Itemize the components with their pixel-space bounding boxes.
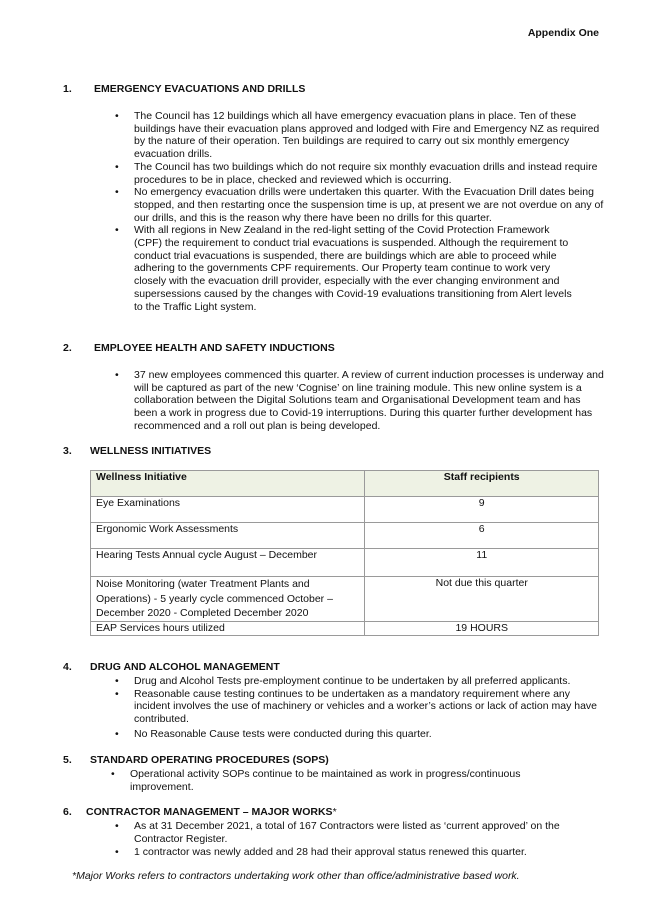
table-row bbox=[91, 577, 599, 622]
section-number: 2. bbox=[63, 342, 72, 354]
table-cell: Not due this quarter bbox=[365, 577, 599, 622]
bullet-list bbox=[134, 110, 606, 313]
list-item: • No emergency evacuation drills were undertaken this quarter. With the Evacuation Drill dates being stopped, and then restarting once the suspension time is up, at present we are not overdue on any of our drills, and this is the reason why there have been no drills for this quarter. bbox=[134, 186, 606, 224]
section-heading bbox=[0, 445, 645, 459]
section-contractor-management bbox=[0, 806, 645, 859]
section-number: 5. bbox=[63, 754, 72, 766]
section-wellness-initiatives bbox=[0, 445, 645, 459]
appendix-label: Appendix One bbox=[527, 27, 599, 39]
table-row bbox=[91, 523, 599, 549]
list-item: • Drug and Alcohol Tests pre-employment continue to be undertaken by all preferred applicants. bbox=[134, 675, 604, 688]
section-emergency-evacuations bbox=[0, 83, 645, 313]
section-number: 1. bbox=[63, 83, 72, 95]
list-item: • Operational activity SOPs continue to be maintained as work in progress/continuous improvement. bbox=[130, 768, 560, 793]
list-item: • No Reasonable Cause tests were conducted during this quarter. bbox=[134, 728, 604, 741]
section-number: 3. bbox=[63, 445, 72, 457]
table-cell: Noise Monitoring (water Treatment Plants and Operations) - 5 yearly cycle commenced October – December 2020 - Completed December 2020 bbox=[91, 577, 365, 622]
bullet-list bbox=[134, 369, 606, 433]
section-number: 4. bbox=[63, 661, 72, 673]
list-item: • The Council has two buildings which do not require six monthly evacuation drills and instead require procedures to be in place, checked and reviewed which is occurring. bbox=[134, 161, 606, 186]
table-cell: 9 bbox=[365, 497, 599, 523]
table-row bbox=[91, 621, 599, 635]
section-sops bbox=[0, 754, 645, 793]
section-title bbox=[86, 806, 337, 819]
list-item: • As at 31 December 2021, a total of 167 Contractors were listed as ‘current approved’ on the Contractor Register. bbox=[134, 820, 594, 845]
table-cell: Ergonomic Work Assessments bbox=[91, 523, 365, 549]
section-heading bbox=[0, 661, 645, 675]
section-title: DRUG AND ALCOHOL MANAGEMENT bbox=[90, 661, 280, 673]
table-cell: EAP Services hours utilized bbox=[91, 621, 365, 635]
table-header-row bbox=[91, 471, 599, 497]
table-row bbox=[91, 549, 599, 577]
list-item: • With all regions in New Zealand in the red-light setting of the Covid Protection Framework (CPF) the requirement to conduct trial evacuations is suspended. Although the requirement to conduct trial evacuations is suspended, there are buildings which are able to proceed while adhering to the governments CPF requirements. Our Property team continue to work very closely with the evacuation drill provider, especially with the ever changing environment and supersessions caused by the changes with Covid-19 evaluations transitioning from Alert levels to the Traffic Light system. bbox=[134, 224, 574, 313]
table-row bbox=[91, 497, 599, 523]
bullet-list bbox=[134, 820, 594, 859]
footnote: *Major Works refers to contractors undertaking work other than office/administrative based work. bbox=[72, 870, 520, 882]
section-heading bbox=[0, 806, 645, 820]
section-title: STANDARD OPERATING PROCEDURES (SOPS) bbox=[90, 754, 329, 766]
list-item: • Reasonable cause testing continues to be undertaken as a mandatory requirement where any incident involves the use of machinery or vehicles and a worker’s actions or lack of action may have contributed. bbox=[134, 688, 604, 726]
table-cell: 11 bbox=[365, 549, 599, 577]
bullet-list bbox=[134, 675, 604, 741]
header-initiative: Wellness Initiative bbox=[91, 471, 365, 497]
section-heading bbox=[0, 342, 645, 356]
section-title: WELLNESS INITIATIVES bbox=[90, 445, 212, 457]
section-title: EMPLOYEE HEALTH AND SAFETY INDUCTIONS bbox=[94, 342, 335, 354]
table-cell: 19 HOURS bbox=[365, 621, 599, 635]
section-heading bbox=[0, 83, 645, 97]
list-item: • The Council has 12 buildings which all have emergency evacuation plans in place. Ten of these buildings have their evacuation plans approved and lodged with Fire and Emergency NZ as required by the nature of their operation. Ten buildings are required to carry out six monthly emergency evacuation drills. bbox=[134, 110, 606, 161]
section-number: 6. bbox=[63, 806, 72, 818]
section-title: EMERGENCY EVACUATIONS AND DRILLS bbox=[94, 83, 306, 95]
wellness-table bbox=[90, 470, 599, 636]
list-item: • 1 contractor was newly added and 28 had their approval status renewed this quarter. bbox=[134, 846, 594, 859]
section-health-safety-inductions bbox=[0, 342, 645, 432]
bullet-list bbox=[130, 768, 560, 793]
list-item: • 37 new employees commenced this quarter. A review of current induction processes is underway and will be captured as part of the new ‘Cognise’ on line training module. This new online system is a collaboration between the Digital Solutions team and Organisational Development team and has been a work in progress due to Covid-19 interruptions. During this quarter further development has recommenced and a roll out plan is being developed. bbox=[134, 369, 606, 433]
section-heading bbox=[0, 754, 645, 768]
table-cell: Hearing Tests Annual cycle August – December bbox=[91, 549, 365, 577]
table-cell: Eye Examinations bbox=[91, 497, 365, 523]
header-staff-recipients: Staff recipients bbox=[365, 471, 599, 497]
section-title-text: CONTRACTOR MANAGEMENT – MAJOR WORKS bbox=[86, 806, 333, 818]
table-cell: 6 bbox=[365, 523, 599, 549]
section-drug-alcohol bbox=[0, 661, 645, 740]
footnote-marker: * bbox=[332, 806, 337, 818]
